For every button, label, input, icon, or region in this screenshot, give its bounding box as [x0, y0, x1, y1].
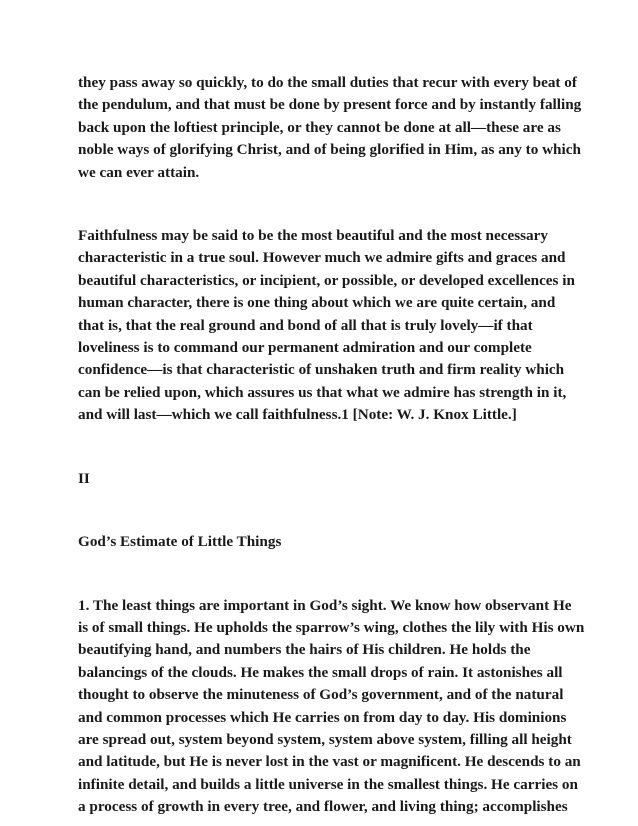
section-title: God’s Estimate of Little Things [78, 533, 282, 551]
text-line: thought to observe the minuteness of God’s government, and of the natural [78, 686, 564, 704]
text-line: the pendulum, and that must be done by present force and by instantly falling [78, 96, 582, 114]
text-line: back upon the loftiest principle, or they cannot be done at all—these are as [78, 118, 561, 136]
text-line: 1. The least things are important in God’s sight. We know how observant He [78, 596, 572, 614]
paragraph-spacer [78, 490, 568, 531]
paragraph-2 [78, 225, 575, 427]
document-page [78, 72, 585, 819]
text-line: noble ways of glorifying Christ, and of being glorified in Him, as any to which [78, 141, 581, 159]
text-line: human character, there is one thing about which we are quite certain, and [78, 294, 556, 312]
paragraph-spacer [78, 427, 568, 468]
paragraph-3 [78, 595, 585, 819]
text-line: infinite detail, and builds a little universe in the smallest things. He carries on [78, 775, 578, 793]
text-line: a process of growth in every tree, and flower, and living thing; accomplishes [78, 798, 568, 816]
paragraph-spacer [78, 184, 568, 225]
text-line: is of small things. He upholds the sparrow’s wing, clothes the lily with His own [78, 618, 585, 636]
paragraph-spacer [78, 554, 568, 595]
text-line: balancings of the clouds. He makes the small drops of rain. It astonishes all [78, 663, 563, 681]
text-line: and common processes which He carries on from day to day. His dominions [78, 708, 567, 726]
text-line: beautifying hand, and numbers the hairs of His children. He holds the [78, 641, 531, 659]
text-line: and latitude, but He is never lost in the vast or magnificent. He descends to an [78, 753, 581, 771]
section-number: II [78, 469, 90, 487]
text-line: loveliness is to command our permanent admiration and our complete [78, 339, 532, 357]
text-line: and will last—which we call faithfulness.1 [Note: W. J. Knox Little.] [78, 406, 517, 424]
text-line: confidence—is that characteristic of unshaken truth and firm reality which [78, 361, 565, 379]
text-line: Faithfulness may be said to be the most beautiful and the most necessary [78, 227, 548, 245]
text-line: characteristic in a true soul. However much we admire gifts and graces and [78, 249, 566, 267]
text-line: we can ever attain. [78, 163, 200, 181]
text-line: they pass away so quickly, to do the small duties that recur with every beat of [78, 74, 577, 91]
text-line: that is, that the real ground and bond of all that is truly lovely—if that [78, 316, 533, 334]
text-line: can be relied upon, which assures us that what we admire has strength in it, [78, 383, 567, 401]
text-line: beautiful characteristics, or incipient, or possible, or developed excellences in [78, 271, 575, 289]
text-line: are spread out, system beyond system, system above system, filling all height [78, 730, 572, 748]
paragraph-1 [78, 72, 582, 184]
